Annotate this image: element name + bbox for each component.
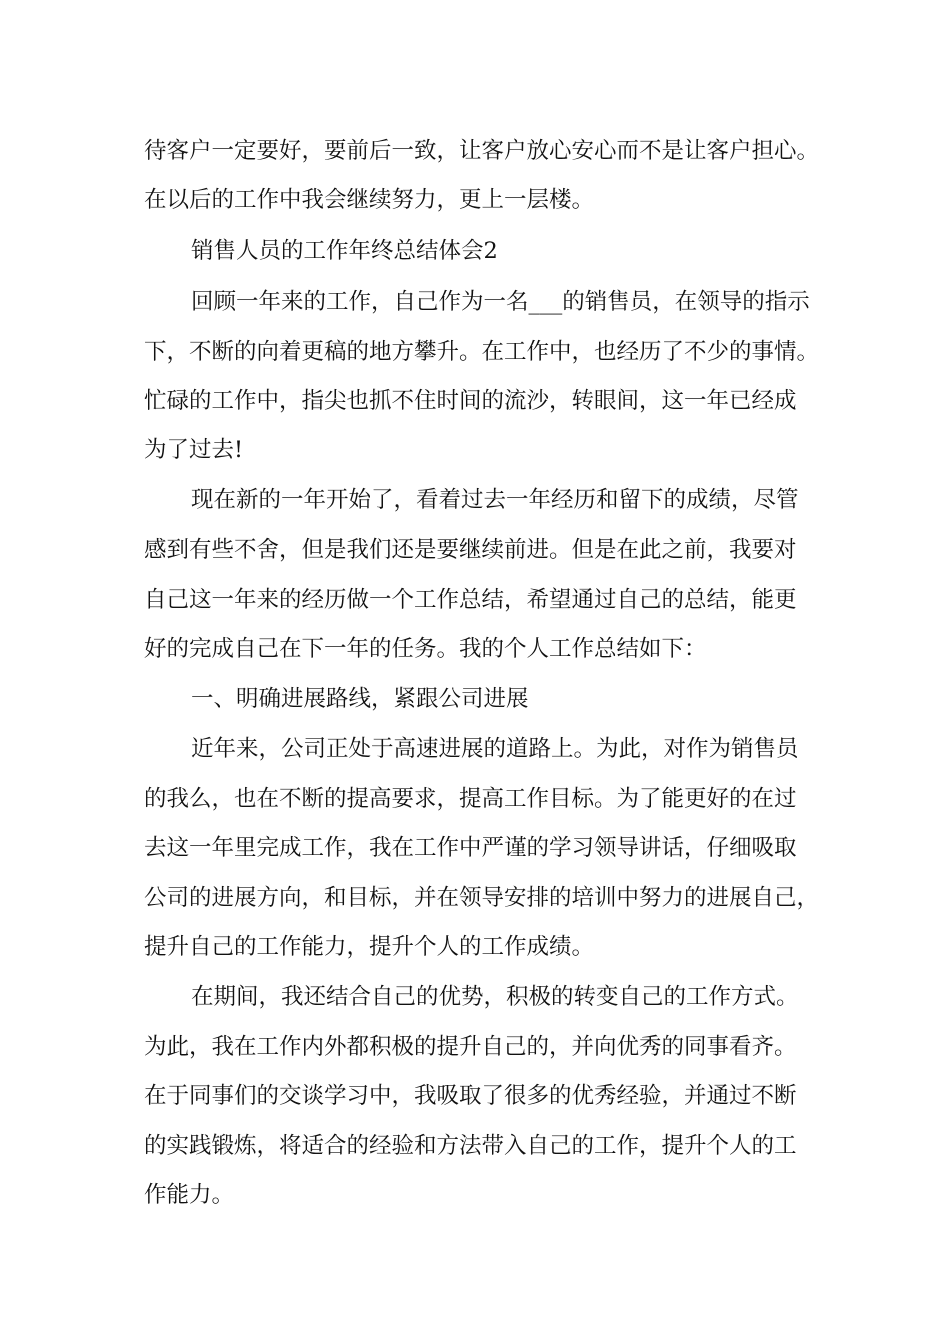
paragraph-line: 忙碌的工作中，指尖也抓不住时间的流沙，转眼间，这一年已经成 [144, 388, 797, 414]
paragraph-line: 的我么，也在不断的提高要求，提高工作目标。为了能更好的在过 [144, 786, 797, 812]
paragraph-line: 在以后的工作中我会继续努力，更上一层楼。 [144, 187, 595, 213]
paragraph-line: 在期间，我还结合自己的优势，积极的转变自己的工作方式。 [191, 984, 799, 1010]
paragraph-line: 下，不断的向着更稿的地方攀升。在工作中，也经历了不少的事情。 [144, 339, 820, 365]
paragraph-line: 作能力。 [144, 1182, 235, 1208]
paragraph-line: 待客户一定要好，要前后一致，让客户放心安心而不是让客户担心。 [144, 138, 820, 164]
paragraph-line: 回顾一年来的工作，自己作为一名___的销售员，在领导的指示 [191, 289, 810, 315]
subheading: 一、明确进展路线，紧跟公司进展 [191, 686, 529, 712]
paragraph-line: 好的完成自己在下一年的任务。我的个人工作总结如下： [144, 636, 707, 662]
section-title: 销售人员的工作年终总结体会2 [191, 238, 498, 264]
paragraph-line: 近年来，公司正处于高速进展的道路上。为此，对作为销售员 [191, 736, 799, 762]
paragraph-line: 提升自己的工作能力，提升个人的工作成绩。 [144, 934, 595, 960]
paragraph-line: 的实践锻炼，将适合的经验和方法带入自己的工作，提升个人的工 [144, 1133, 797, 1159]
paragraph-line: 为了过去! [144, 437, 244, 463]
paragraph-line: 去这一年里完成工作，我在工作中严谨的学习领导讲话，仔细吸取 [144, 835, 797, 861]
paragraph-line: 感到有些不舍，但是我们还是要继续前进。但是在此之前，我要对 [144, 537, 797, 563]
paragraph-line: 自己这一年来的经历做一个工作总结，希望通过自己的总结，能更 [144, 587, 797, 613]
paragraph-line: 在于同事们的交谈学习中，我吸取了很多的优秀经验，并通过不断 [144, 1083, 797, 1109]
paragraph-line: 公司的进展方向，和目标，并在领导安排的培训中努力的进展自己， [144, 885, 820, 911]
paragraph-line: 现在新的一年开始了，看着过去一年经历和留下的成绩，尽管 [191, 487, 799, 513]
paragraph-line: 为此，我在工作内外都积极的提升自己的，并向优秀的同事看齐。 [144, 1034, 797, 1060]
